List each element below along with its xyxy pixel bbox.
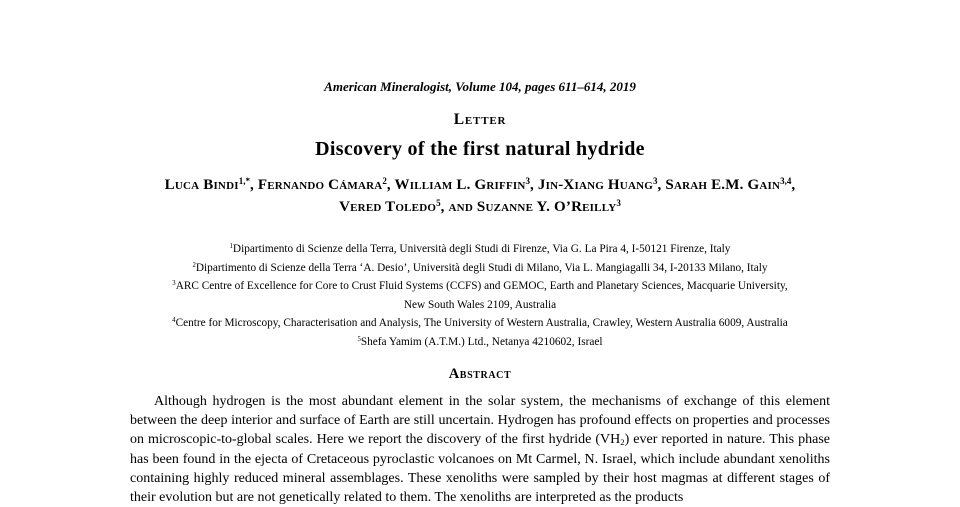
- affiliation-text: Dipartimento di Scienze della Terra, Università degli Studi di Firenze, Via G. La Pira 4, I-50121 Firenze, Italy: [232, 243, 731, 255]
- journal-citation: American Mineralogist, Volume 104, pages 611–614, 2019: [324, 79, 636, 94]
- affiliation-line: [0, 241, 960, 260]
- author-separator: ,: [530, 177, 538, 193]
- author-line-1: [0, 175, 960, 197]
- affiliation-line: [0, 297, 960, 316]
- affiliation-line: [0, 260, 960, 279]
- abstract-heading: Abstract: [448, 366, 512, 382]
- affiliation-text: ARC Centre of Excellence for Core to Crust Fluid Systems (CCFS) and GEMOC, Earth and Planetary Sciences, Macquarie University,: [175, 280, 788, 292]
- author-affiliation-superscript: 2: [382, 176, 387, 187]
- author-name: Vered Toledo: [339, 199, 437, 215]
- affiliation-number: 1: [229, 243, 233, 251]
- author-separator: ,: [440, 199, 449, 215]
- paper-title: Discovery of the first natural hydride: [315, 138, 645, 160]
- affiliation-text: Centre for Microscopy, Characterisation and Analysis, The University of Western Australia, Crawley, Western Australia 6009, Australia: [175, 317, 788, 329]
- author-affiliation-superscript: 1,*: [238, 176, 250, 187]
- abstract-text-part-1: Although hydrogen is the most abundant element in the solar system, the mechanisms of exchange of this element between the deep interior and surface of Earth are still uncertain. Hydrogen has profound effects on properties and processes on microscopic-to-global scales. Here we report the discovery of the first hydride (VH: [130, 394, 830, 447]
- affiliation-number: 2: [192, 261, 196, 269]
- author-name: William L. Griffin: [394, 177, 526, 193]
- author-affiliation-superscript: 5: [436, 198, 441, 209]
- author-affiliation-superscript: 3: [653, 176, 658, 187]
- author-list: [0, 175, 960, 219]
- author-affiliation-superscript: 3: [616, 198, 621, 209]
- author-name: and Suzanne Y. O’Reilly: [448, 199, 617, 215]
- author-affiliation-superscript: 3: [525, 176, 530, 187]
- author-separator: ,: [657, 177, 666, 193]
- author-separator: ,: [386, 177, 395, 193]
- affiliation-line: [0, 315, 960, 334]
- author-separator: ,: [249, 177, 258, 193]
- abstract-paragraph: [130, 392, 830, 507]
- affiliation-number: 5: [357, 335, 361, 343]
- section-label-letter: Letter: [453, 111, 507, 128]
- author-name: Fernando Cámara: [257, 177, 383, 193]
- author-name: Sarah E.M. Gain: [665, 177, 781, 193]
- affiliation-text: Dipartimento di Scienze della Terra ‘A. Desio’, Università degli Studi di Milano, Via L. Mangiagalli 34, I-20133 Milano, Italy: [195, 261, 768, 274]
- chemical-formula-subscript: 2: [620, 437, 625, 448]
- author-separator: ,: [791, 177, 796, 193]
- affiliation-line: [0, 278, 960, 297]
- affiliation-text: New South Wales 2109, Australia: [403, 298, 557, 311]
- author-line-2: [0, 197, 960, 219]
- affiliation-number: 3: [172, 280, 176, 288]
- author-name: Luca Bindi: [164, 177, 239, 193]
- affiliation-line: [0, 334, 960, 353]
- author-affiliation-superscript: 3,4: [780, 176, 792, 187]
- affiliation-number: 4: [172, 317, 176, 325]
- author-name: Jin-Xiang Huang: [537, 177, 653, 193]
- abstract-text-part-2: ) ever reported in nature. This phase has been found in the ejecta of Cretaceous pyroclastic volcanoes on Mt Carmel, N. Israel, which include abundant xenoliths containing highly reduced mineral assemblages. These xenoliths were sampled by their host magmas at different stages of their evolution but are not genetically related to them. The xenoliths are interpreted as the products: [130, 432, 830, 505]
- affiliation-text: Shefa Yamim (A.T.M.) Ltd., Netanya 4210602, Israel: [360, 335, 603, 348]
- affiliation-list: [0, 241, 960, 352]
